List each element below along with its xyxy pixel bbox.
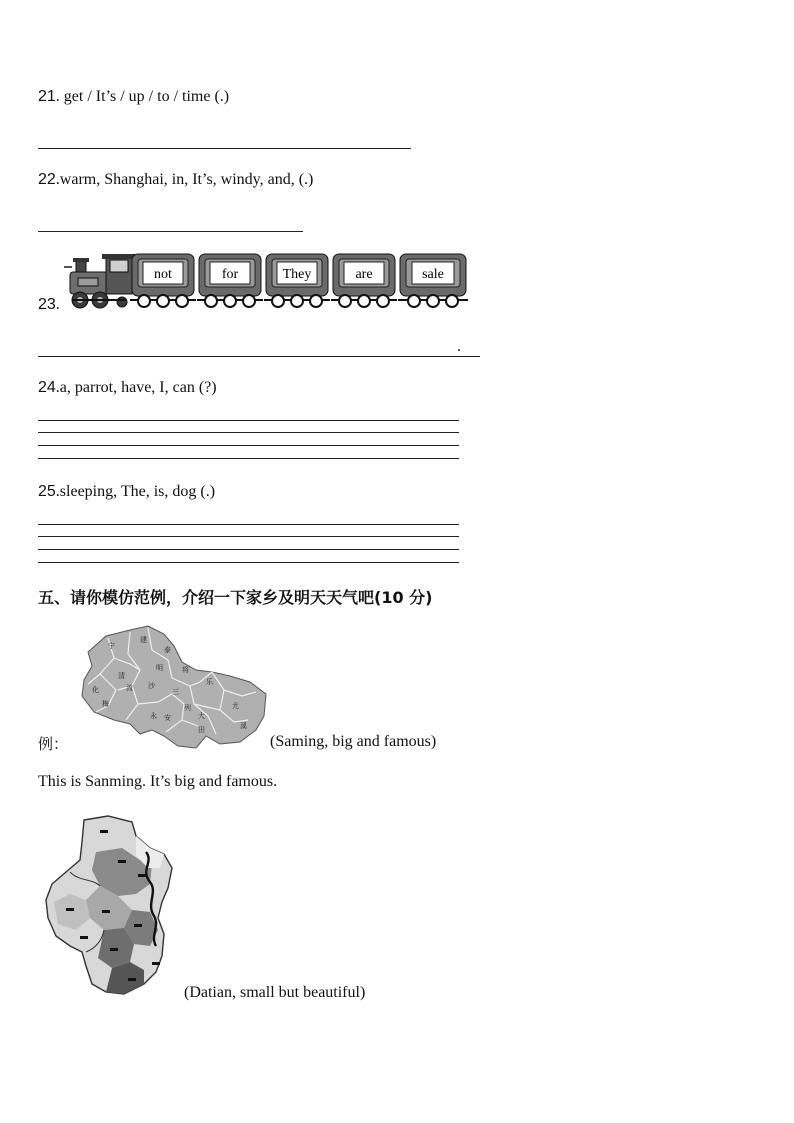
map-label: 泰 [164, 646, 171, 654]
answer-line[interactable] [38, 536, 459, 537]
map-label: 宁 [108, 642, 115, 650]
map-label: 尤 [232, 702, 239, 710]
question-number: 22 [38, 171, 56, 188]
map-label: 大 [198, 712, 205, 720]
sanming-map [78, 624, 270, 750]
answer-line[interactable] [38, 562, 459, 563]
answer-line[interactable] [38, 148, 411, 149]
question-number: 21 [38, 88, 56, 105]
question-23 [38, 296, 60, 314]
train-car [331, 254, 397, 307]
question-text: .a, parrot, have, I, can (?) [55, 379, 217, 396]
question-text: .sleeping, The, is, dog (.) [55, 483, 216, 500]
train-car [197, 254, 263, 307]
map-label: 永 [150, 712, 157, 720]
question-21 [38, 88, 229, 106]
map-label: 建 [140, 636, 147, 644]
map-label: 安 [164, 714, 171, 722]
map-label: 流 [126, 684, 133, 692]
map-label: 化 [92, 686, 99, 694]
map-label: 列 [184, 704, 191, 712]
question-text: . [55, 296, 60, 313]
task-hint: (Datian, small but beautiful) [184, 984, 366, 1001]
answer-line[interactable] [38, 432, 459, 433]
map-label: 三 [172, 688, 179, 696]
answer-line[interactable] [38, 445, 459, 446]
end-mark: . [457, 338, 461, 355]
train-word: are [355, 267, 373, 282]
train-illustration [60, 250, 472, 310]
train-car [398, 254, 468, 307]
map-label: 田 [198, 726, 205, 734]
answer-line[interactable] [38, 231, 303, 232]
answer-line[interactable] [38, 549, 459, 550]
answer-line[interactable] [38, 524, 459, 525]
map-label: 将 [182, 666, 189, 674]
question-25 [38, 483, 215, 501]
example-sentence: This is Sanming. It’s big and famous. [38, 773, 278, 790]
question-number: 25 [38, 483, 56, 500]
train-word: They [282, 267, 312, 282]
map-label: 明 [156, 664, 163, 672]
train-car [130, 254, 196, 307]
map-label: 乐 [206, 678, 213, 686]
map-label: 梅 [102, 700, 109, 708]
question-text: .warm, Shanghai, in, It’s, windy, and, (.) [55, 171, 314, 188]
question-22 [38, 171, 313, 189]
example-label: 例： [38, 735, 69, 753]
example-hint: (Saming, big and famous) [270, 733, 437, 750]
question-24 [38, 379, 217, 397]
train-word: sale [422, 267, 444, 282]
question-text: . get / It’s / up / to / time (.) [55, 88, 230, 105]
map-label: 溪 [240, 722, 247, 730]
datian-map [40, 812, 182, 998]
map-label: 沙 [148, 682, 155, 690]
train-word: for [221, 267, 239, 282]
answer-line[interactable] [38, 356, 480, 357]
question-number: 23 [38, 296, 56, 313]
train-word: not [154, 267, 172, 282]
train-car [264, 254, 330, 307]
answer-line[interactable] [38, 458, 459, 459]
locomotive [64, 254, 136, 308]
map-label: 清 [118, 672, 125, 680]
section-heading: 五、请你模仿范例，介绍一下家乡及明天天气吧(10 分) [38, 588, 433, 607]
question-number: 24 [38, 379, 56, 396]
answer-line[interactable] [38, 420, 459, 421]
